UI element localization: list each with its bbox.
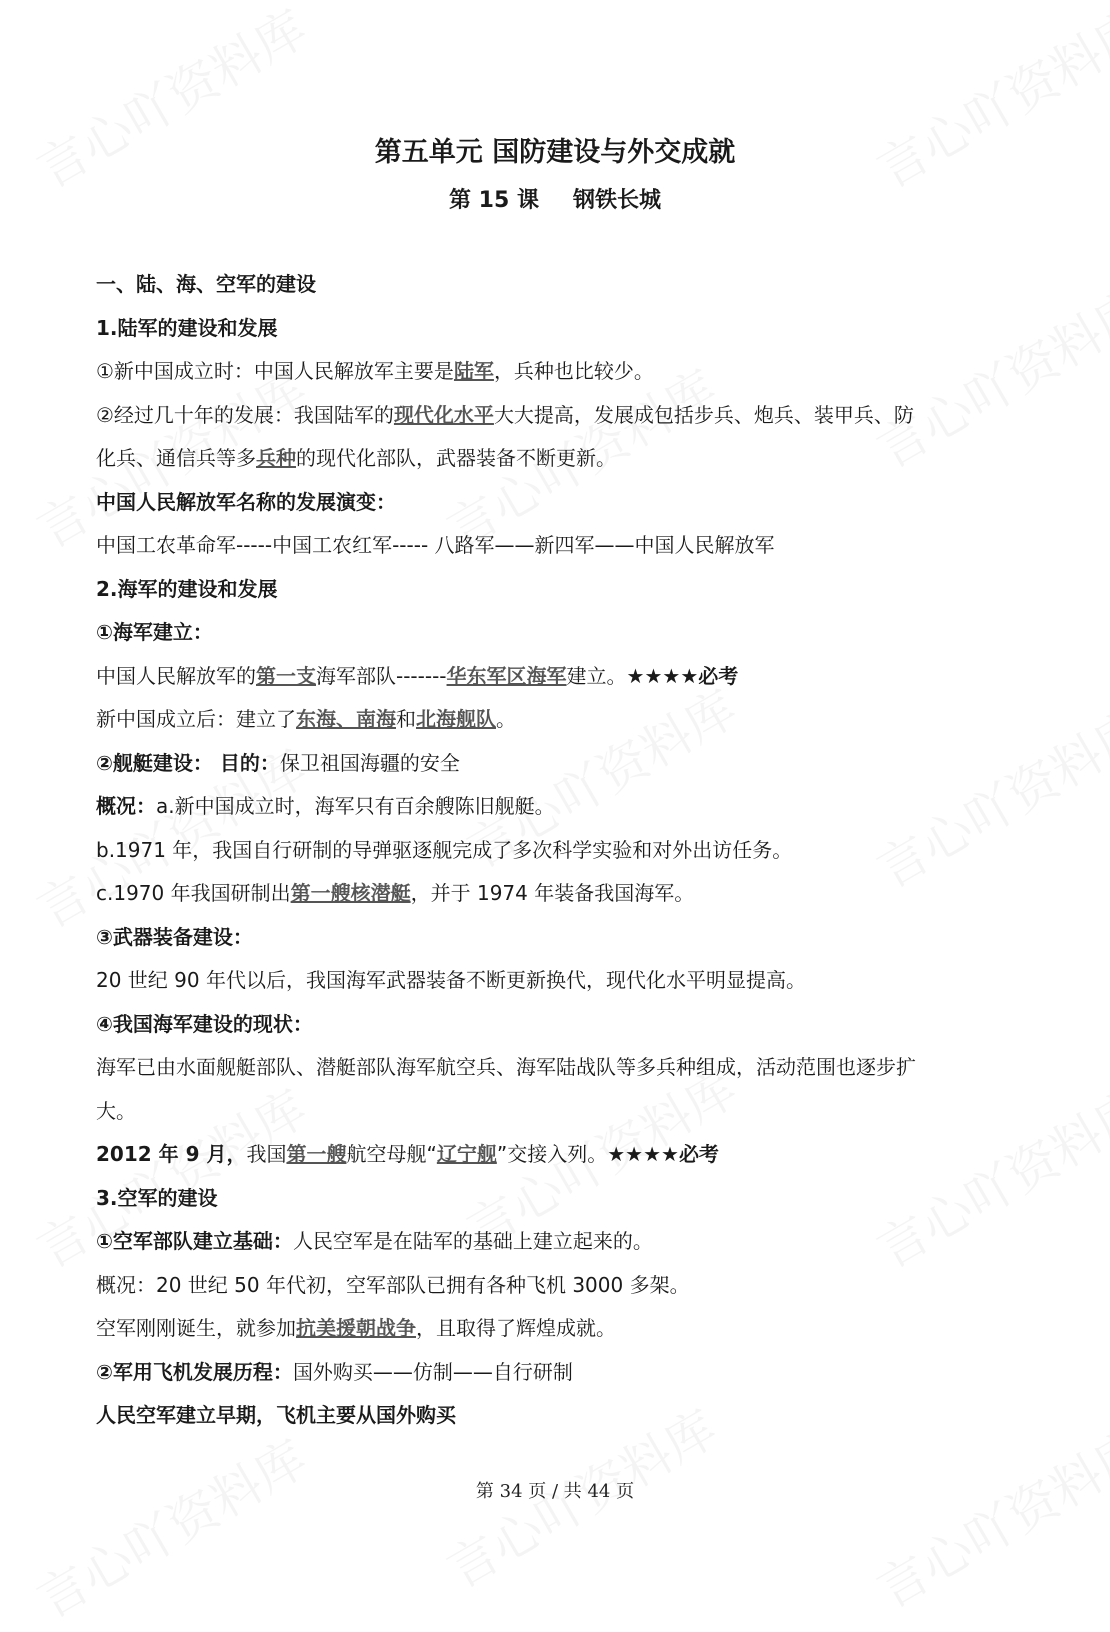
watermark [22, 1420, 318, 1632]
subsection-heading-airforce: 3.空军的建设 [96, 1185, 218, 1210]
paragraph: 20 世纪 90 年代以后，我国海军武器装备不断更新换代，现代化水平明显提高。 [96, 968, 806, 992]
subsection-heading-navy: 2.海军的建设和发展 [96, 576, 278, 601]
paragraph [96, 1351, 1016, 1395]
paragraph: 概况：20 世纪 50 年代初，空军部队已拥有各种飞机 3000 多架。 [96, 1272, 690, 1297]
bold-heading: ④我国海军建设的现状： [96, 1011, 313, 1036]
key-term: 陆军 [453, 359, 494, 383]
text: ，并于 1974 年装备我国海军。 [410, 881, 695, 905]
text: 化兵、通信兵等多 [96, 446, 256, 470]
paragraph: 大。 [96, 1098, 136, 1123]
watermark [22, 0, 318, 202]
paragraph [96, 655, 1016, 699]
subsection-heading-army: 1.陆军的建设和发展 [96, 315, 278, 340]
text: ①新中国成立时：中国人民解放军主要是 [96, 359, 454, 383]
watermark [862, 0, 1110, 202]
bold-heading: 人民空军建立早期，飞机主要从国外购买 [96, 1403, 456, 1427]
key-term: 第一艘核潜艇 [290, 881, 411, 905]
unit-title: 第五单元 国防建设与外交成就 [374, 137, 736, 168]
text: c.1970 年我国研制出 [96, 881, 291, 905]
paragraph [96, 698, 1016, 742]
document-body [96, 263, 1016, 1438]
must-test-badge: ★★★★必考 [607, 1142, 719, 1166]
key-term: 辽宁舰 [436, 1142, 497, 1166]
text: 国外购买——仿制——自行研制 [292, 1359, 573, 1384]
key-term: 兵种 [256, 446, 296, 470]
key-term: 东海、南海 [296, 707, 396, 731]
text: 我国 [246, 1142, 287, 1166]
lesson-number: 第 15 课 [449, 188, 539, 213]
bold-heading: ①海军建立： [96, 620, 213, 644]
text: ，且取得了辉煌成就。 [416, 1316, 616, 1340]
text: 新中国成立后：建立了 [96, 707, 296, 731]
key-term: 现代化水平 [393, 402, 494, 427]
key-term: 抗美援朝战争 [296, 1316, 416, 1340]
paragraph [96, 437, 1016, 481]
paragraph [96, 742, 1016, 786]
bold-heading: 中国人民解放军名称的发展演变： [96, 489, 396, 514]
page-footer: 第 34 页 / 共 44 页 [475, 1481, 635, 1502]
key-term: 第一艘 [286, 1142, 347, 1166]
must-test-badge: ★★★★必考 [626, 663, 739, 688]
text: 。 [496, 707, 516, 731]
text: 建立。 [566, 663, 627, 688]
text: 空军刚刚诞生，就参加 [96, 1316, 296, 1340]
paragraph: 海军已由水面舰艇部队、潜艇部队海军航空兵、海军陆战队等多兵种组成，活动范围也逐步扩 [96, 1055, 916, 1079]
bold-text: ②舰艇建设： 目的： [96, 750, 280, 775]
text: 大大提高，发展成包括步兵、炮兵、装甲兵、防 [493, 402, 914, 427]
text: 保卫祖国海疆的安全 [279, 750, 460, 775]
lesson-title [0, 183, 1110, 214]
key-term: 华东军区海军 [446, 663, 567, 688]
paragraph [96, 1220, 1016, 1264]
text: 海军部队------- [316, 663, 447, 688]
bold-text: ①空军部队建立基础： [96, 1229, 293, 1253]
section-heading: 一、陆、海、空军的建设 [96, 272, 316, 296]
text: 和 [396, 707, 416, 731]
paragraph [96, 1133, 1016, 1177]
text: ②经过几十年的发展：我国陆军的 [96, 402, 394, 427]
text: a.新中国成立时，海军只有百余艘陈旧舰艇。 [156, 794, 555, 818]
bold-text: ②军用飞机发展历程： [96, 1359, 293, 1384]
key-term: 第一支 [256, 663, 316, 688]
paragraph: 中国工农革命军-----中国工农红军----- 八路军——新四军——中国人民解放军 [96, 533, 775, 557]
bold-text: 2012 年 9 月， [96, 1142, 247, 1166]
bold-text: 概况： [96, 794, 156, 818]
text: 人民空军是在陆军的基础上建立起来的。 [292, 1229, 653, 1253]
paragraph [96, 350, 1016, 394]
paragraph: b.1971 年，我国自行研制的导弹驱逐舰完成了多次科学实验和对外出访任务。 [96, 837, 793, 862]
text: 的现代化部队，武器装备不断更新。 [296, 446, 616, 470]
paragraph [96, 1307, 1016, 1351]
bold-heading: ③武器装备建设： [96, 924, 253, 949]
paragraph [96, 872, 1016, 916]
paragraph [96, 394, 1016, 438]
watermark [862, 1410, 1110, 1622]
text: ，兵种也比较少。 [493, 359, 654, 383]
paragraph [96, 785, 1016, 829]
text: 航空母舰“ [346, 1142, 437, 1166]
key-term: 北海舰队 [416, 707, 496, 731]
lesson-name: 钢铁长城 [572, 188, 661, 213]
text: 中国人民解放军的 [96, 663, 256, 688]
text: ”交接入列。 [496, 1142, 608, 1166]
